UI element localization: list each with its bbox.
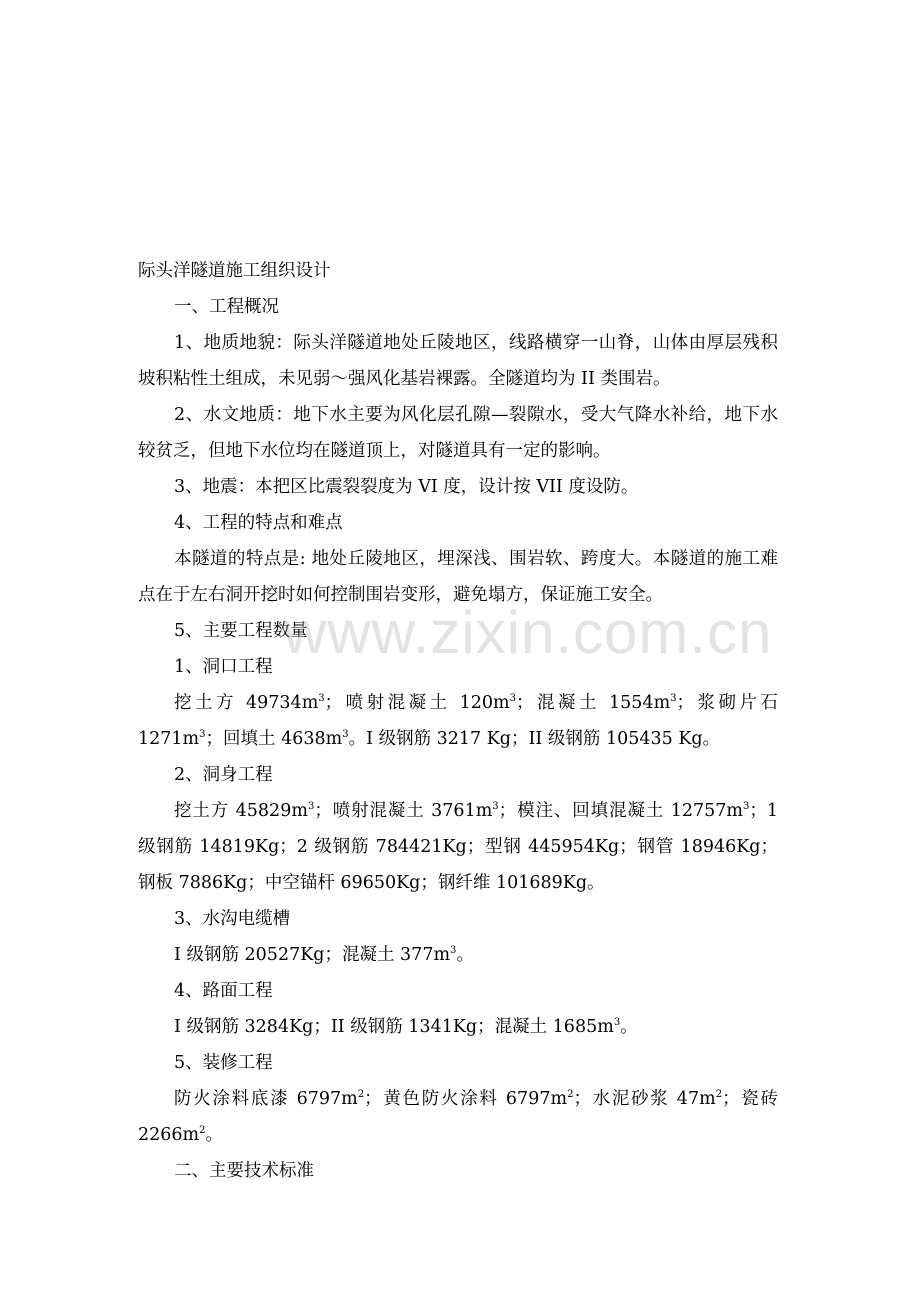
heading-drainage-cable: 3、水沟电缆槽 xyxy=(174,909,291,929)
heading-tunnel-body: 2、洞身工程 xyxy=(174,765,273,785)
section-heading-overview: 一、工程概况 xyxy=(174,297,279,317)
paragraph-tunnel-body: 挖土方 $45829m^3$；喷射混凝土 $3761m^3$；模注、回填混凝土 $12757m^3$；1 级钢筋 14819Kg；2 级钢筋 784421Kg；型钢 445954Kg；钢管 18946Kg；钢板 7886Kg；中空锚杆 69650Kg；钢纤维 101689Kg。 xyxy=(138,801,779,893)
heading-quantities: 5、主要工程数量 xyxy=(174,621,308,641)
paragraph-geology: 1、地质地貌：际头洋隧道地处丘陵地区，线路横穿一山脊，山体由厚层残积坡积粘性土组成，未见弱～强风化基岩裸露。全隧道均为 II 类围岩。 xyxy=(138,333,778,389)
paragraph-decoration: 防火涂料底漆 $6797m^2$；黄色防火涂料 $6797m^2$；水泥砂浆 $47m^2$；瓷砖 $2266m^2$。 xyxy=(138,1089,778,1145)
heading-decoration: 5、装修工程 xyxy=(174,1053,273,1073)
document-body xyxy=(138,253,778,1189)
paragraph-earthquake: 3、地震：本把区比震裂裂度为 VI 度，设计按 VII 度设防。 xyxy=(174,477,639,497)
heading-pavement: 4、路面工程 xyxy=(174,981,273,1001)
paragraph-hydrology: 2、水文地质：地下水主要为风化层孔隙—裂隙水，受大气降水补给，地下水较贫乏，但地下水位均在隧道顶上，对隧道具有一定的影响。 xyxy=(138,405,778,461)
paragraph-pavement: I 级钢筋 3284Kg；II 级钢筋 1341Kg；混凝土 $1685m^3$。 xyxy=(174,1017,638,1037)
paragraph-drainage-cable: I 级钢筋 20527Kg；混凝土 $377m^3$。 xyxy=(174,945,474,965)
heading-portal-works: 1、洞口工程 xyxy=(174,657,273,677)
paragraph-portal-works: 挖土方 $49734m^3$；喷射混凝土 $120m^3$；混凝土 $1554m^3$；浆砌片石 $1271m^3$；回填土 $4638m^3$。I 级钢筋 3217 Kg；II 级钢筋 105435 Kg。 xyxy=(138,693,779,749)
document-title: 际头洋隧道施工组织设计 xyxy=(138,261,331,281)
watermark: www.zixin.com.cn xyxy=(283,599,773,666)
heading-features: 4、工程的特点和难点 xyxy=(174,513,343,533)
section-heading-standards: 二、主要技术标准 xyxy=(174,1161,314,1181)
paragraph-features: 本隧道的特点是: 地处丘陵地区，埋深浅、围岩软、跨度大。本隧道的施工难点在于左右洞开挖时如何控制围岩变形，避免塌方，保证施工安全。 xyxy=(138,549,778,605)
